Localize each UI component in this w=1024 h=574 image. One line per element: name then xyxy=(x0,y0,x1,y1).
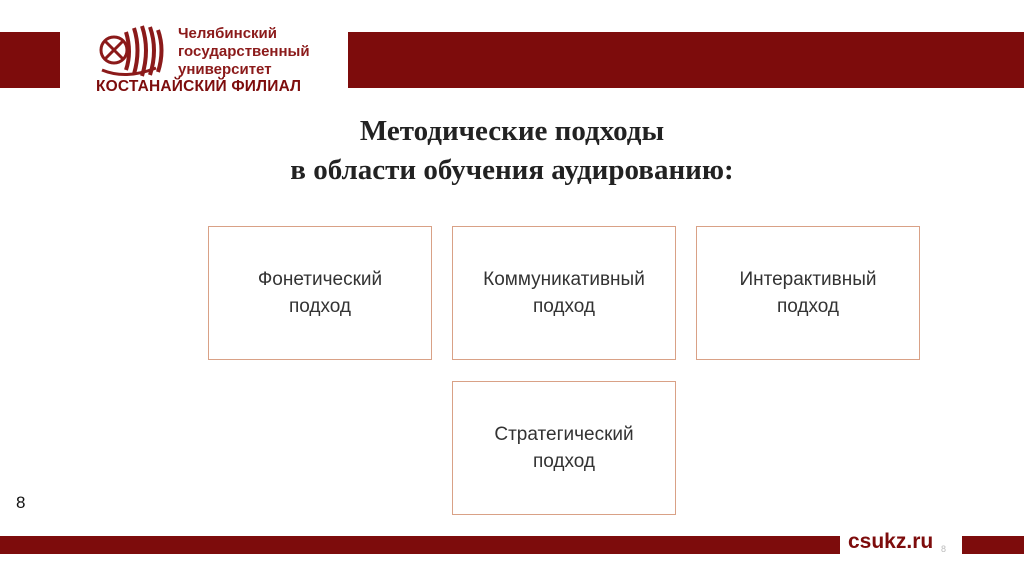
header-bar-left xyxy=(0,32,60,88)
branch-name: КОСТАНАЙСКИЙ ФИЛИАЛ xyxy=(96,78,302,95)
logo-line-3: университет xyxy=(178,61,272,78)
footer-bar-left xyxy=(0,536,840,554)
logo-line-1: Челябинский xyxy=(178,25,278,42)
logo-line-2: государственный xyxy=(178,43,310,60)
footer-site-name: csukz.ru xyxy=(848,530,934,553)
approach-box-label: подход xyxy=(288,296,352,317)
approach-box-label: Стратегический xyxy=(494,424,634,445)
logo-text xyxy=(178,25,310,79)
title-line-1: Методические подходы xyxy=(359,115,665,147)
approach-box-label: подход xyxy=(532,451,596,472)
approach-box-phonetic xyxy=(208,226,432,360)
footer-bar-right xyxy=(962,536,1024,554)
approach-box-communicative xyxy=(452,226,676,360)
approach-box-strategic xyxy=(452,381,676,515)
approach-box-interactive xyxy=(696,226,920,360)
header-bar-right xyxy=(348,32,1024,88)
approach-box-label: Коммуникативный xyxy=(483,269,645,290)
slide-title xyxy=(0,112,1024,190)
title-line-2: в области обучения аудированию: xyxy=(290,154,734,186)
approach-box-label: подход xyxy=(532,296,596,317)
approach-box-label: Фонетический xyxy=(257,269,383,290)
page-number: 8 xyxy=(16,493,26,512)
footer-slide-number: 8 xyxy=(941,544,947,554)
university-emblem-icon xyxy=(96,24,170,80)
university-logo xyxy=(96,20,356,98)
approach-box-label: подход xyxy=(776,296,840,317)
approach-box-label: Интерактивный xyxy=(739,269,877,290)
